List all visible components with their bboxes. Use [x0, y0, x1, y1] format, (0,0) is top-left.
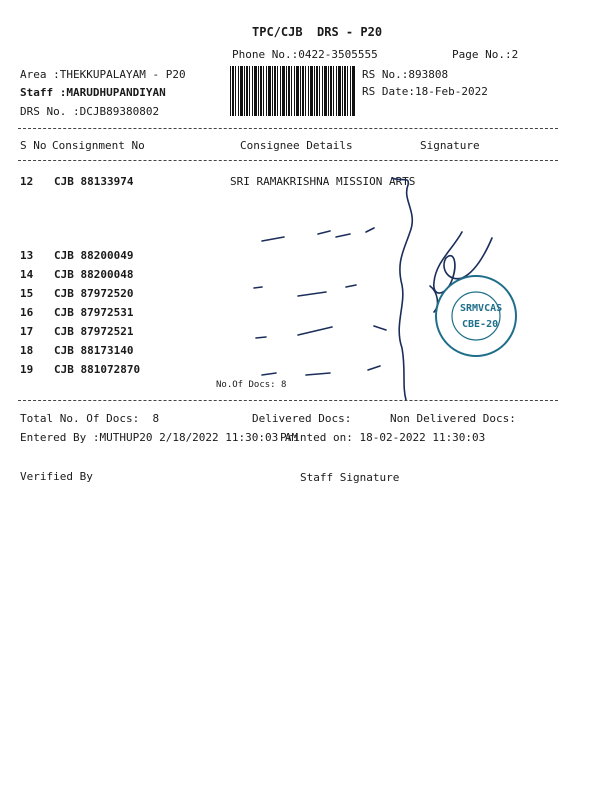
- entered-by: Entered By :MUTHUP20 2/18/2022 11:30:03 AM: [20, 431, 299, 444]
- staff-name: Staff :MARUDHUPANDIYAN: [20, 86, 166, 99]
- row-sno: 16: [20, 306, 34, 319]
- document-title: TPC/CJB DRS - P20: [252, 25, 383, 39]
- delivered-docs: Delivered Docs:: [252, 412, 352, 425]
- bracket-stroke: [392, 178, 412, 400]
- pen-dash: [298, 327, 332, 335]
- row-consignment: CJB 88200048: [54, 268, 134, 281]
- pen-dash: [262, 373, 276, 375]
- row-sno: 14: [20, 268, 34, 281]
- verified-by: Verified By: [20, 470, 93, 483]
- row-consignment: CJB 881072870: [54, 363, 141, 376]
- docs-count-note: No.Of Docs: 8: [216, 380, 287, 390]
- total-docs: Total No. Of Docs: 8: [20, 412, 160, 425]
- row-consignment: CJB 87972531: [54, 306, 134, 319]
- rs-number: RS No.:893808: [362, 68, 449, 81]
- row-consignment: CJB 88173140: [54, 344, 134, 357]
- phone-number: Phone No.:0422-3505555: [232, 48, 378, 61]
- pen-dash: [346, 285, 356, 287]
- column-consignment: Consignment No: [52, 139, 145, 152]
- row-sno: 18: [20, 344, 34, 357]
- pen-dash: [368, 366, 380, 370]
- pen-dash: [254, 287, 262, 288]
- column-signature: Signature: [420, 139, 480, 152]
- row-sno: 13: [20, 249, 34, 262]
- signature-scribble: [434, 232, 492, 293]
- row-sno: 19: [20, 363, 34, 376]
- row-sno: 15: [20, 287, 34, 300]
- stamp-text-bottom: CBE-20: [462, 319, 499, 330]
- area-label: Area :THEKKUPALAYAM - P20: [20, 68, 186, 81]
- non-delivered-docs: Non Delivered Docs:: [390, 412, 516, 425]
- pen-dash: [298, 292, 326, 296]
- row-sno: 17: [20, 325, 34, 338]
- pen-dash: [262, 237, 284, 241]
- pen-dash: [336, 234, 350, 237]
- stamp-text-top: SRMVCAS: [460, 303, 503, 314]
- pen-dash: [374, 326, 386, 330]
- divider: [18, 400, 558, 401]
- round-stamp: [436, 276, 516, 356]
- page-number: Page No.:2: [452, 48, 519, 61]
- staff-signature: Staff Signature: [300, 471, 400, 484]
- drs-number: DRS No. :DCJB89380802: [20, 105, 160, 118]
- column-consignee: Consignee Details: [240, 139, 353, 152]
- row-consignment: CJB 87972520: [54, 287, 134, 300]
- pen-dash: [256, 337, 266, 338]
- row-consignment: CJB 88200049: [54, 249, 134, 262]
- rs-date: RS Date:18-Feb-2022: [362, 85, 488, 98]
- printed-on: Printed on: 18-02-2022 11:30:03: [280, 431, 486, 444]
- row-consignment: CJB 87972521: [54, 325, 134, 338]
- row-sno: 12: [20, 175, 34, 188]
- pen-dash: [306, 373, 330, 375]
- pen-dash: [318, 231, 330, 234]
- row-consignee: SRI RAMAKRISHNA MISSION ARTS: [230, 175, 416, 188]
- row-consignment: CJB 88133974: [54, 175, 134, 188]
- pen-dash: [366, 228, 374, 232]
- column-sno: S No: [20, 139, 47, 152]
